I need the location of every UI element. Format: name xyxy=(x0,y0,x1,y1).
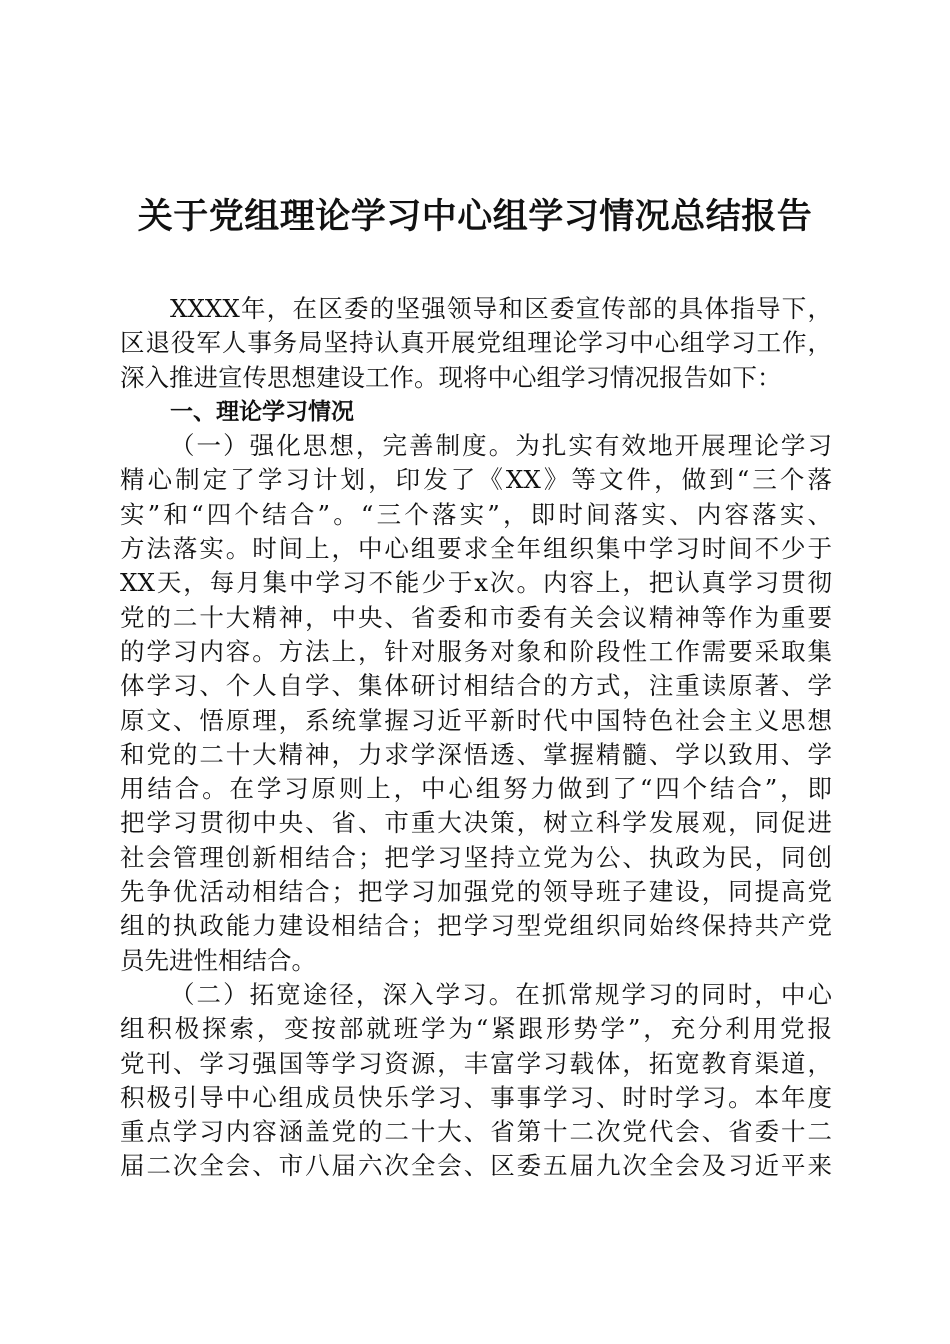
paragraph-line: 党的二十大精神，中央、省委和市委有关会议精神等作为重要 xyxy=(120,602,832,632)
paragraph-line: 方法落实。时间上，中心组要求全年组织集中学习时间不少于 xyxy=(120,534,832,564)
paragraph-line: 党刊、学习强国等学习资源，丰富学习载体，拓宽教育渠道， xyxy=(120,1048,832,1078)
paragraph-line: 体学习、个人自学、集体研讨相结合的方式，注重读原著、学 xyxy=(120,671,832,701)
document-title: 关于党组理论学习中心组学习情况总结报告 xyxy=(137,196,813,237)
paragraph-line: 先争优活动相结合；把学习加强党的领导班子建设，同提高党 xyxy=(120,877,832,907)
section-heading: 一、理论学习情况 xyxy=(170,398,354,425)
paragraph-line: 用结合。在学习原则上，中心组努力做到了“四个结合”，即 xyxy=(120,774,832,804)
document-body xyxy=(120,292,832,1184)
paragraph-line: 积极引导中心组成员快乐学习、事事学习、时时学习。本年度 xyxy=(120,1082,832,1112)
paragraph-line: 组的执政能力建设相结合；把学习型党组织同始终保持共产党 xyxy=(120,911,832,941)
paragraph-line: 深入推进宣传思想建设工作。现将中心组学习情况报告如下： xyxy=(120,362,782,392)
paragraph-line: 届二次全会、市八届六次全会、区委五届九次全会及习近平来 xyxy=(120,1151,832,1181)
paragraph-line: （一）强化思想，完善制度。为扎实有效地开展理论学习 xyxy=(170,431,832,461)
paragraph-line: 组积极探索，变按部就班学为“紧跟形势学”，充分利用党报 xyxy=(120,1014,832,1044)
paragraph-line: （二）拓宽途径，深入学习。在抓常规学习的同时，中心 xyxy=(170,979,832,1009)
paragraph-line: 社会管理创新相结合；把学习坚持立党为公、执政为民，同创 xyxy=(120,842,832,872)
paragraph-line: 员先进性相结合。 xyxy=(120,945,316,975)
paragraph-line: 区退役军人事务局坚持认真开展党组理论学习中心组学习工作， xyxy=(120,328,832,358)
paragraph-line: 重点学习内容涵盖党的二十大、省第十二次党代会、省委十二 xyxy=(120,1117,832,1147)
paragraph-line: 原文、悟原理，系统掌握习近平新时代中国特色社会主义思想 xyxy=(120,705,832,735)
paragraph-line: 的学习内容。方法上，针对服务对象和阶段性工作需要采取集 xyxy=(120,636,832,666)
paragraph-line: 实”和“四个结合”。“三个落实”，即时间落实、内容落实、 xyxy=(120,499,832,529)
paragraph-line: XXXX年，在区委的坚强领导和区委宣传部的具体指导下， xyxy=(170,294,832,323)
paragraph-line: 精心制定了学习计划，印发了《XX》等文件，做到“三个落 xyxy=(120,465,832,495)
paragraph-line: 把学习贯彻中央、省、市重大决策，树立科学发展观，同促进 xyxy=(120,808,832,838)
paragraph-line: 和党的二十大精神，力求学深悟透、掌握精髓、学以致用、学 xyxy=(120,739,832,769)
paragraph-line: XX天，每月集中学习不能少于x次。内容上，把认真学习贯彻 xyxy=(120,568,832,598)
